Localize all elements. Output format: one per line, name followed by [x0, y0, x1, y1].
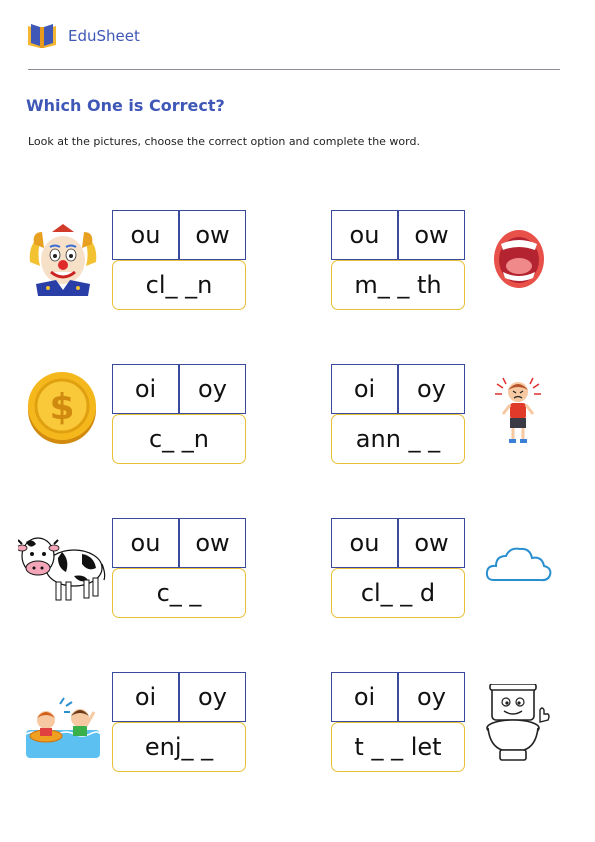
word-answer-box[interactable]: cl_ _ d	[331, 568, 465, 618]
option-box[interactable]: oy	[398, 364, 465, 414]
option-box[interactable]: oi	[331, 672, 398, 722]
option-box[interactable]: ow	[179, 518, 246, 568]
option-box[interactable]: ou	[112, 210, 179, 260]
page-title: Which One is Correct?	[26, 96, 225, 115]
word-answer-box[interactable]: m_ _ th	[331, 260, 465, 310]
open-book-logo-icon	[26, 22, 58, 50]
word-answer-box[interactable]: c_ _n	[112, 414, 246, 464]
word-answer-box[interactable]: cl_ _n	[112, 260, 246, 310]
option-box[interactable]: ou	[331, 210, 398, 260]
clown-icon	[26, 222, 100, 296]
word-answer-box[interactable]: t _ _ let	[331, 722, 465, 772]
option-box[interactable]: oi	[112, 672, 179, 722]
brand	[26, 22, 140, 50]
header-divider	[28, 69, 560, 70]
toilet-icon	[482, 684, 552, 764]
coin-icon	[26, 370, 98, 446]
option-box[interactable]: ow	[398, 210, 465, 260]
option-box[interactable]: ow	[179, 210, 246, 260]
word-answer-box[interactable]: ann _ _	[331, 414, 465, 464]
option-box[interactable]: oy	[398, 672, 465, 722]
option-box[interactable]: oy	[179, 364, 246, 414]
word-answer-box[interactable]: c_ _	[112, 568, 246, 618]
brand-name: EduSheet	[68, 27, 140, 45]
option-box[interactable]: oy	[179, 672, 246, 722]
kids-swimming-icon	[26, 690, 100, 760]
option-box[interactable]: ow	[398, 518, 465, 568]
cow-icon	[18, 530, 106, 604]
option-box[interactable]: ou	[112, 518, 179, 568]
cloud-icon	[484, 544, 554, 586]
option-box[interactable]: ou	[331, 518, 398, 568]
option-box[interactable]: oi	[112, 364, 179, 414]
mouth-icon	[492, 228, 546, 290]
word-answer-box[interactable]: enj_ _	[112, 722, 246, 772]
svg-text:$: $	[49, 387, 75, 428]
instruction-text: Look at the pictures, choose the correct option and complete the word.	[28, 135, 420, 148]
angry-boy-icon	[493, 376, 543, 448]
option-box[interactable]: oi	[331, 364, 398, 414]
